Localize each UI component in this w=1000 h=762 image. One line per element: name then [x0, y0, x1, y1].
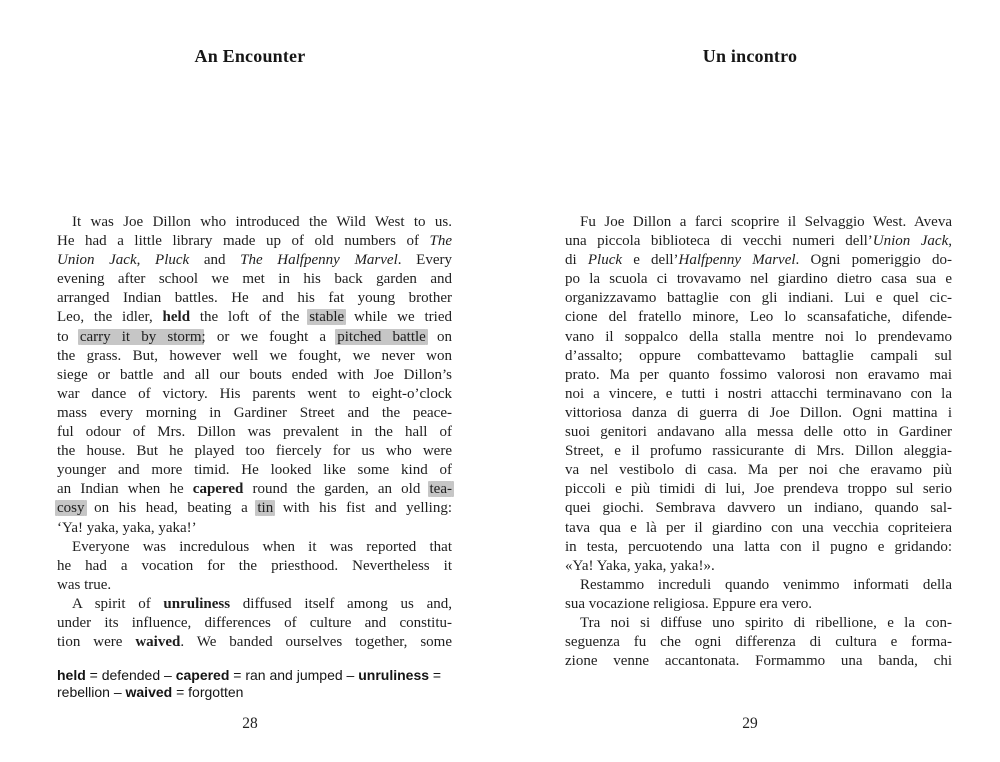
text-line: [565, 347, 952, 366]
highlighted-term: cosy: [57, 500, 85, 517]
text-line: [57, 308, 452, 327]
text-segment: vano il soppalco della stalla mentre noi lo prendevamo: [565, 328, 952, 345]
text-segment: Everyone was incredulous when it was reported that: [72, 538, 452, 555]
text-line: [565, 480, 952, 499]
text-segment: e dell’: [622, 252, 679, 269]
text-line: [57, 595, 452, 614]
text-segment: = ran and jumped –: [229, 667, 359, 683]
text-line: [57, 404, 452, 423]
glossed-term: capered: [192, 481, 244, 498]
text-line: [57, 423, 452, 442]
text-segment: rebellion –: [57, 683, 126, 700]
text-segment: Street, e il profumo rassicurante di Mrs. Dillon aleggia-: [565, 443, 952, 460]
text-line: [565, 519, 952, 538]
text-line: [565, 308, 952, 327]
text-line: [57, 684, 457, 701]
text-segment: under its influence, differences of culture and constitu-: [57, 614, 452, 631]
text-segment: round the garden, an old: [243, 481, 430, 498]
text-segment: sua vocazione religiosa. Eppure era vero.: [565, 595, 812, 612]
right-page-body-text: [565, 213, 952, 671]
text-segment: po la scuola ci trovavamo nel giardino dietro casa sua e: [565, 271, 952, 288]
text-segment: he had a vocation for the priesthood. Nevertheless it: [57, 557, 452, 574]
right-page-title: Un incontro: [702, 46, 798, 66]
text-line: [565, 423, 952, 442]
text-segment: while we tried: [344, 309, 452, 326]
text-segment: d’assalto; oppure combattevamo battaglie campali sul: [565, 347, 952, 364]
text-segment: the house. But he played too fiercely for us who were: [57, 443, 452, 460]
text-line: [57, 213, 452, 232]
text-line: [57, 366, 452, 385]
text-segment: siege or battle and all our bouts ended with Joe Dillon’s: [57, 366, 452, 383]
text-segment: organizzavamo battaglie con gli indiani. Lui e quel cic-: [565, 290, 952, 307]
text-segment: ‘Ya! yaka, yaka, yaka!’: [57, 519, 197, 536]
glossed-term: waived: [125, 683, 173, 700]
text-line: [57, 667, 457, 684]
text-segment: Tra noi si diffuse uno spirito di ribellione, e la con-: [580, 614, 952, 631]
text-line: [57, 480, 452, 499]
text-line: [565, 289, 952, 308]
text-line: [57, 232, 452, 251]
text-segment: ; or we fought a: [201, 328, 338, 345]
text-line: [57, 519, 452, 538]
text-segment: the grass. But, however well we fought, we never won: [57, 347, 452, 364]
text-segment: in testa, percuotendo una latta con il pugno e gridando:: [565, 538, 952, 555]
text-segment: on his head, beating a: [84, 500, 258, 517]
text-segment: seguenza fu che ogni differenza di cultura e forma-: [565, 634, 952, 651]
text-segment: «Ya! Yaka, yaka, yaka!».: [565, 557, 715, 574]
text-line: [565, 270, 952, 289]
text-line: [57, 385, 452, 404]
text-segment: noi a vincere, e tutti i nostri attacchi terminavano con la: [565, 385, 952, 402]
text-line: [565, 251, 952, 270]
text-segment: to: [57, 328, 80, 345]
text-segment: A spirit of: [72, 595, 164, 612]
text-segment: . Ogni pomeriggio do-: [795, 252, 952, 269]
text-segment: the loft of the: [190, 309, 310, 326]
text-segment: Fu Joe Dillon a farci scoprire il Selvaggio West. Aveva: [580, 214, 952, 230]
text-segment: evening after school we met in his back garden and: [57, 271, 452, 288]
text-line: [57, 614, 452, 633]
text-segment: tava qua e là per il giardino con una vecchia copriteiera: [565, 519, 952, 536]
text-segment: mass every morning in Gardiner Street and the peace-: [57, 404, 452, 421]
text-line: [565, 614, 952, 633]
text-segment: The: [429, 233, 452, 250]
right-page-number: 29: [742, 715, 758, 732]
glossary: [57, 667, 457, 700]
text-line: [57, 328, 452, 347]
right-page: [500, 0, 1000, 762]
text-segment: Pluck: [155, 252, 190, 269]
text-line: [565, 213, 952, 232]
text-segment: cione del fratello minore, Leo lo scansafatiche, difende-: [565, 309, 952, 326]
text-segment: piccoli e più timidi di lui, Joe prendeva troppo sul serio: [565, 481, 952, 498]
glossed-term: waived: [135, 634, 181, 651]
text-line: [565, 442, 952, 461]
text-line: [565, 404, 952, 423]
text-segment: diffused itself among us and,: [230, 595, 452, 612]
text-line: [57, 557, 452, 576]
text-line: [565, 538, 952, 557]
text-segment: The Halfpenny Marvel: [240, 252, 398, 269]
text-segment: Union Jack: [872, 233, 949, 250]
text-line: [565, 595, 952, 614]
text-line: [57, 270, 452, 289]
text-segment: . Every: [397, 252, 452, 269]
text-line: [565, 557, 952, 576]
text-segment: quei giochi. Sembrava davvero un indiano, quando sal-: [565, 500, 952, 517]
text-line: [57, 499, 452, 518]
text-segment: Restammo increduli quando venimmo informati della: [580, 576, 952, 593]
text-segment: war dance of victory. His parents went to eight-o’clock: [57, 385, 452, 402]
text-segment: arranged Indian battles. He and his fat young brother: [57, 290, 452, 307]
text-segment: ,: [948, 233, 952, 250]
text-segment: younger and more timid. He looked like some kind of: [57, 462, 452, 479]
text-segment: He had a little library made up of old numbers of: [57, 233, 430, 250]
text-segment: on: [425, 328, 453, 345]
text-segment: vittoriosa danza di guerra di Joe Dillon. Ogni mattina i: [565, 404, 952, 421]
text-segment: di: [565, 252, 588, 269]
highlighted-term: stable: [309, 309, 345, 326]
text-segment: Union Jack: [57, 252, 137, 269]
text-line: [565, 576, 952, 595]
glossed-term: held: [162, 309, 191, 326]
text-segment: = defended –: [85, 667, 176, 683]
text-line: [57, 461, 452, 480]
text-segment: was true.: [57, 576, 112, 593]
text-line: [57, 538, 452, 557]
text-line: [565, 232, 952, 251]
left-page-body-text: [57, 213, 452, 652]
text-segment: una piccola biblioteca di vecchi numeri dell’: [565, 233, 873, 250]
text-line: [57, 347, 452, 366]
text-line: [565, 633, 952, 652]
text-segment: tion were: [57, 634, 136, 651]
text-segment: =: [429, 667, 442, 683]
text-line: [565, 652, 952, 671]
left-page-title: An Encounter: [194, 46, 306, 66]
glossed-term: capered: [175, 667, 230, 683]
text-segment: suoi genitori andavano alla messa delle otto in Gardiner: [565, 424, 952, 441]
text-segment: ful odour of Mrs. Dillon was prevalent in the hall of: [57, 424, 452, 441]
text-segment: zione venne accantonata. Formammo una banda, chi: [565, 653, 952, 670]
text-line: [57, 576, 452, 595]
glossed-term: unruliness: [358, 667, 430, 683]
text-segment: and: [189, 252, 241, 269]
text-line: [57, 633, 452, 652]
text-line: [565, 366, 952, 385]
text-segment: Pluck: [587, 252, 623, 269]
highlighted-term: tin: [257, 500, 274, 517]
text-line: [565, 328, 952, 347]
text-segment: It was Joe Dillon who introduced the Wild West to us.: [72, 214, 452, 230]
text-segment: . We banded ourselves together, some: [180, 634, 452, 651]
text-line: [57, 251, 452, 270]
highlighted-term: carry it by storm: [79, 328, 202, 345]
highlighted-term: pitched battle: [337, 328, 426, 345]
text-segment: Leo, the idler,: [57, 309, 163, 326]
text-line: [565, 461, 952, 480]
text-line: [57, 289, 452, 308]
highlighted-term: tea-: [429, 481, 452, 498]
text-line: [57, 442, 452, 461]
glossed-term: held: [57, 667, 86, 683]
text-segment: prato. Ma per quanto fossimo valorosi non eravamo mai: [565, 366, 952, 383]
left-page-number: 28: [242, 715, 258, 732]
text-segment: Halfpenny Marvel: [678, 252, 796, 269]
text-segment: ,: [136, 252, 156, 269]
text-segment: va nel vestibolo di casa. Ma per noi che eravamo più: [565, 462, 952, 479]
text-segment: = forgotten: [172, 683, 244, 700]
glossed-term: unruliness: [163, 595, 231, 612]
text-segment: an Indian when he: [57, 481, 193, 498]
text-segment: with his fist and yelling:: [273, 500, 452, 517]
text-line: [565, 499, 952, 518]
text-line: [565, 385, 952, 404]
